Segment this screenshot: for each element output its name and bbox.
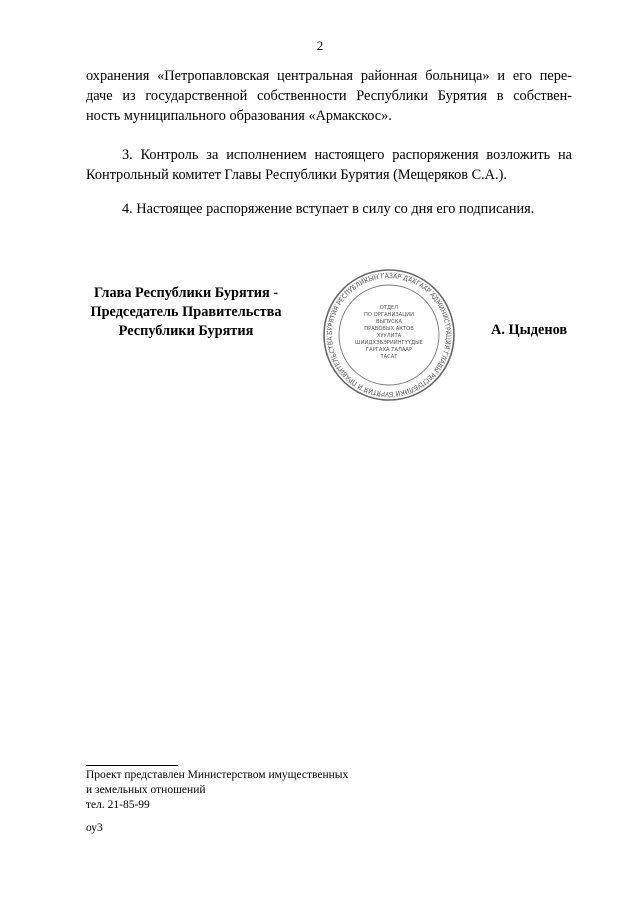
footnote-line: и земельных отношений <box>86 784 206 796</box>
footnote-divider <box>86 765 178 766</box>
text-line: ность муниципального образования «Армакскос». <box>86 108 392 124</box>
svg-text:ГАРГАХА ТАЛААР: ГАРГАХА ТАЛААР <box>365 347 413 353</box>
svg-text:ПО ОРГАНИЗАЦИИ: ПО ОРГАНИЗАЦИИ <box>363 312 415 318</box>
svg-text:ОТДЕЛ: ОТДЕЛ <box>379 305 399 311</box>
paragraph-item-4 <box>86 199 572 219</box>
text-line: Контрольный комитет Главы Республики Бурятия (Мещеряков С.А.). <box>86 167 507 183</box>
signatory-title-line: Республики Бурятия <box>118 323 254 339</box>
signatory-title-line: Председатель Правительства <box>90 304 282 320</box>
signatory-name: А. Цыденов <box>491 322 568 338</box>
text-line: 4. Настоящее распоряжение вступает в силу со дня его подписания. <box>122 201 535 217</box>
svg-text:ХУУЛИТА: ХУУЛИТА <box>376 333 402 339</box>
footnote <box>86 768 348 813</box>
svg-text:ПРАВОВЫХ АКТОВ: ПРАВОВЫХ АКТОВ <box>364 326 414 332</box>
seal-center-text <box>355 305 423 360</box>
svg-text:ШИИДХЭБЭРИЙНГҮҮДЫЕ: ШИИДХЭБЭРИЙНГҮҮДЫЕ <box>355 340 423 346</box>
footnote-line: Проект представлен Министерством имущественных <box>86 769 349 781</box>
text-line: охранения «Петропавловская центральная районная больница» и его пере- <box>86 68 572 84</box>
document-code: оу3 <box>86 822 103 834</box>
paragraph-continuation <box>86 66 572 126</box>
svg-text:ВЫПУСКА: ВЫПУСКА <box>375 319 403 325</box>
text-line: даче из государственной собственности Республики Бурятия в собствен- <box>86 88 572 104</box>
paragraph-item-3 <box>86 145 572 185</box>
signatory-title <box>86 284 286 341</box>
text-line: 3. Контроль за исполнением настоящего распоряжения возложить на <box>122 147 572 163</box>
signatory-title-line: Глава Республики Бурятия - <box>93 285 279 301</box>
page-number: 2 <box>316 38 324 53</box>
seal-ring-text: БУРЯТИЯ РЕСПУБЛИКЫН ГАЗАР ДААГААР АДМИНИСТРАЦИЯ ГЛАВЫ РЕСПУБЛИКИ БУРЯТИЯ И ПРАВИТЕЛЬСТВА <box>326 272 452 398</box>
official-seal <box>322 268 456 402</box>
svg-text:ТАСАГ: ТАСАГ <box>380 354 398 360</box>
footnote-line: тел. 21-85-99 <box>86 799 150 811</box>
